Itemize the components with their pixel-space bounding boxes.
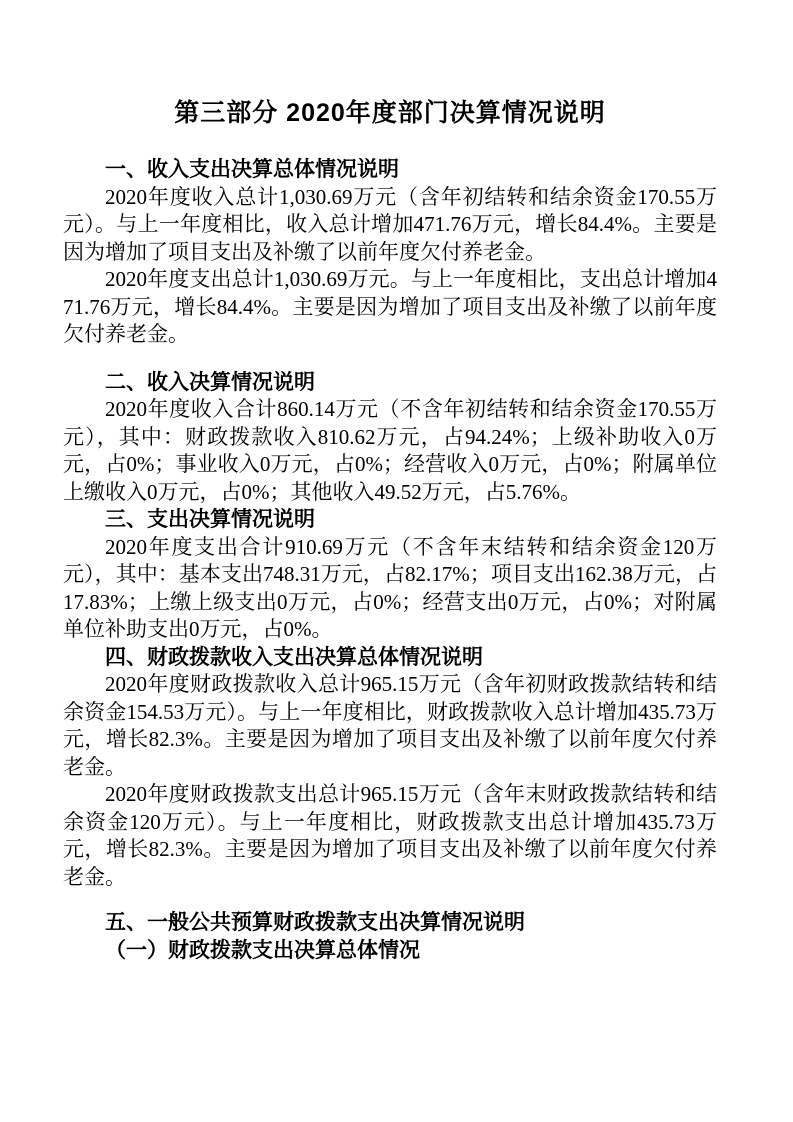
section-general-public-budget bbox=[63, 909, 717, 964]
section-5-subheading: （一）财政拨款支出决算总体情况 bbox=[105, 938, 420, 962]
section-income-expense-overview bbox=[63, 156, 717, 349]
section-2-paragraph-1: 2020年度收入合计860.14万元（不含年初结转和结余资金170.55万元），其中：财政拨款收入810.62万元，占94.24%；上级补助收入0万元，占0%；事业收入0万元，占0%；经营收入0万元，占0%；附属单位上缴收入0万元，占0%；其他收入49.52万元，占5.76%。 bbox=[63, 397, 717, 504]
section-1-paragraph-1: 2020年度收入总计1,030.69万元（含年初结转和结余资金170.55万元）。与上一年度相比，收入总计增加471.76万元，增长84.4%。主要是因为增加了项目支出及补缴了以前年度欠付养老金。 bbox=[63, 184, 717, 264]
section-4-paragraph-1: 2020年度财政拨款收入总计965.15万元（含年初财政拨款结转和结余资金154.53万元）。与上一年度相比，财政拨款收入总计增加435.73万元，增长82.3%。主要是因为增加了项目支出及补缴了以前年度欠付养老金。 bbox=[63, 672, 717, 779]
section-4-heading: 四、财政拨款收入支出决算总体情况说明 bbox=[105, 645, 483, 669]
page-title: 第三部分 2020年度部门决算情况说明 bbox=[174, 99, 606, 127]
section-5-heading: 五、一般公共预算财政拨款支出决算情况说明 bbox=[105, 911, 525, 934]
section-income-final-accounts bbox=[63, 369, 717, 507]
section-fiscal-appropriation-overview bbox=[63, 644, 717, 892]
section-2-heading: 二、收入决算情况说明 bbox=[105, 370, 315, 394]
section-1-paragraph-2: 2020年度支出总计1,030.69万元。与上一年度相比，支出总计增加471.76万元，增长84.4%。主要是因为增加了项目支出及补缴了以前年度欠付养老金。 bbox=[63, 267, 717, 346]
section-3-heading: 三、支出决算情况说明 bbox=[105, 508, 315, 531]
section-1-heading: 一、收入支出决算总体情况说明 bbox=[105, 158, 399, 181]
section-expense-final-accounts bbox=[63, 506, 717, 644]
section-3-paragraph-1: 2020年度支出合计910.69万元（不含年末结转和结余资金120万元），其中：基本支出748.31万元，占82.17%；项目支出162.38万元，占17.83%；上缴上级支出0万元，占0%；经营支出0万元，占0%；对附属单位补助支出0万元，占0%。 bbox=[63, 534, 717, 641]
section-4-paragraph-2: 2020年度财政拨款支出总计965.15万元（含年末财政拨款结转和结余资金120万元）。与上一年度相比，财政拨款支出总计增加435.73万元，增长82.3%。主要是因为增加了项目支出及补缴了以前年度欠付养老金。 bbox=[63, 782, 717, 889]
